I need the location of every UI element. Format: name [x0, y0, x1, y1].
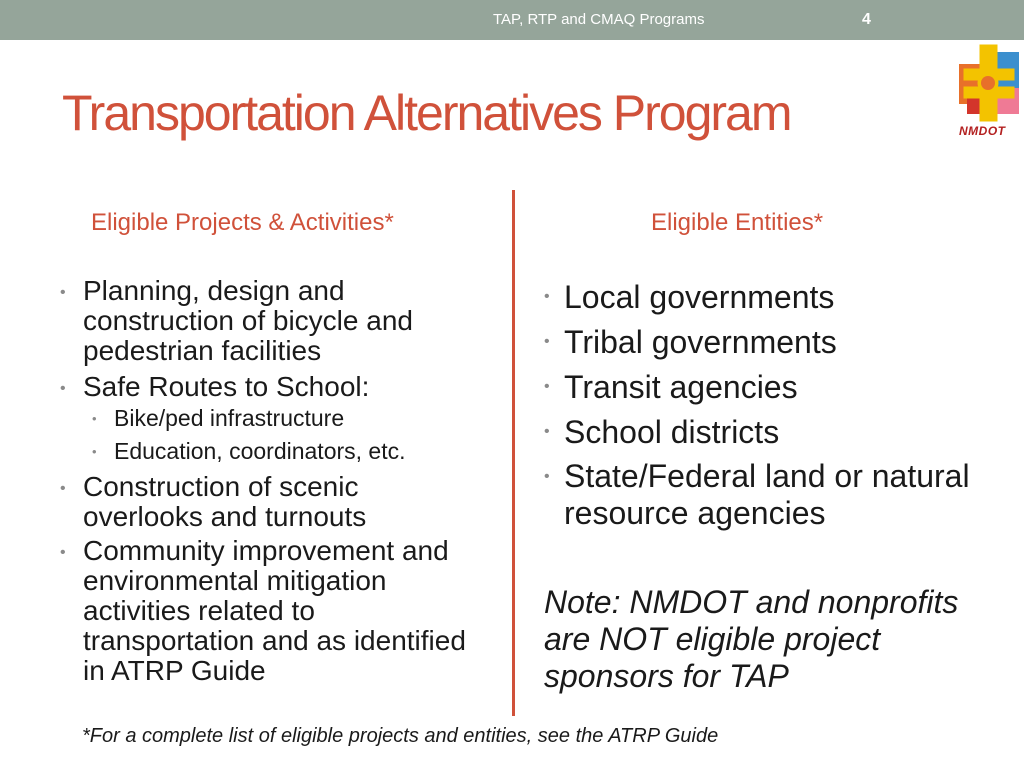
zia-sun-inner	[981, 76, 995, 90]
sub-list-item: • Education, coordinators, etc.	[0, 435, 512, 468]
eligibility-note: Note: NMDOT and nonprofits are NOT eligible project sponsors for TAP	[544, 584, 959, 694]
list-item: • Planning, design and construction of bicycle and pedestrian facilities	[0, 276, 480, 366]
right-column-heading: Eligible Entities*	[651, 209, 824, 236]
list-item: • State/Federal land or natural resource agencies	[0, 458, 980, 532]
header-bar	[0, 0, 1024, 40]
footnote: *For a complete list of eligible projects and entities, see the ATRP Guide	[82, 725, 719, 747]
list-item: • Community improvement and environmental mitigation activities related to transportation and as identified in ATRP Guide	[0, 536, 480, 686]
page-number: 4	[862, 11, 871, 28]
sub-list-item: • Bike/ped infrastructure	[0, 402, 512, 435]
slide-title: Transportation Alternatives Program	[62, 85, 791, 141]
eligible-entities-list	[0, 278, 1000, 539]
list-item: • Local governments	[0, 278, 1000, 316]
left-column-heading: Eligible Projects & Activities*	[91, 209, 394, 236]
list-item: • Construction of scenic overlooks and turnouts	[0, 472, 480, 532]
header-title: TAP, RTP and CMAQ Programs	[493, 11, 705, 28]
list-item: • Tribal governments	[0, 323, 1000, 361]
logo-text: NMDOT	[959, 124, 1006, 138]
list-item: • Safe Routes to School:	[0, 372, 480, 402]
list-item: • School districts	[0, 413, 1000, 451]
list-item: • Transit agencies	[0, 368, 1000, 406]
